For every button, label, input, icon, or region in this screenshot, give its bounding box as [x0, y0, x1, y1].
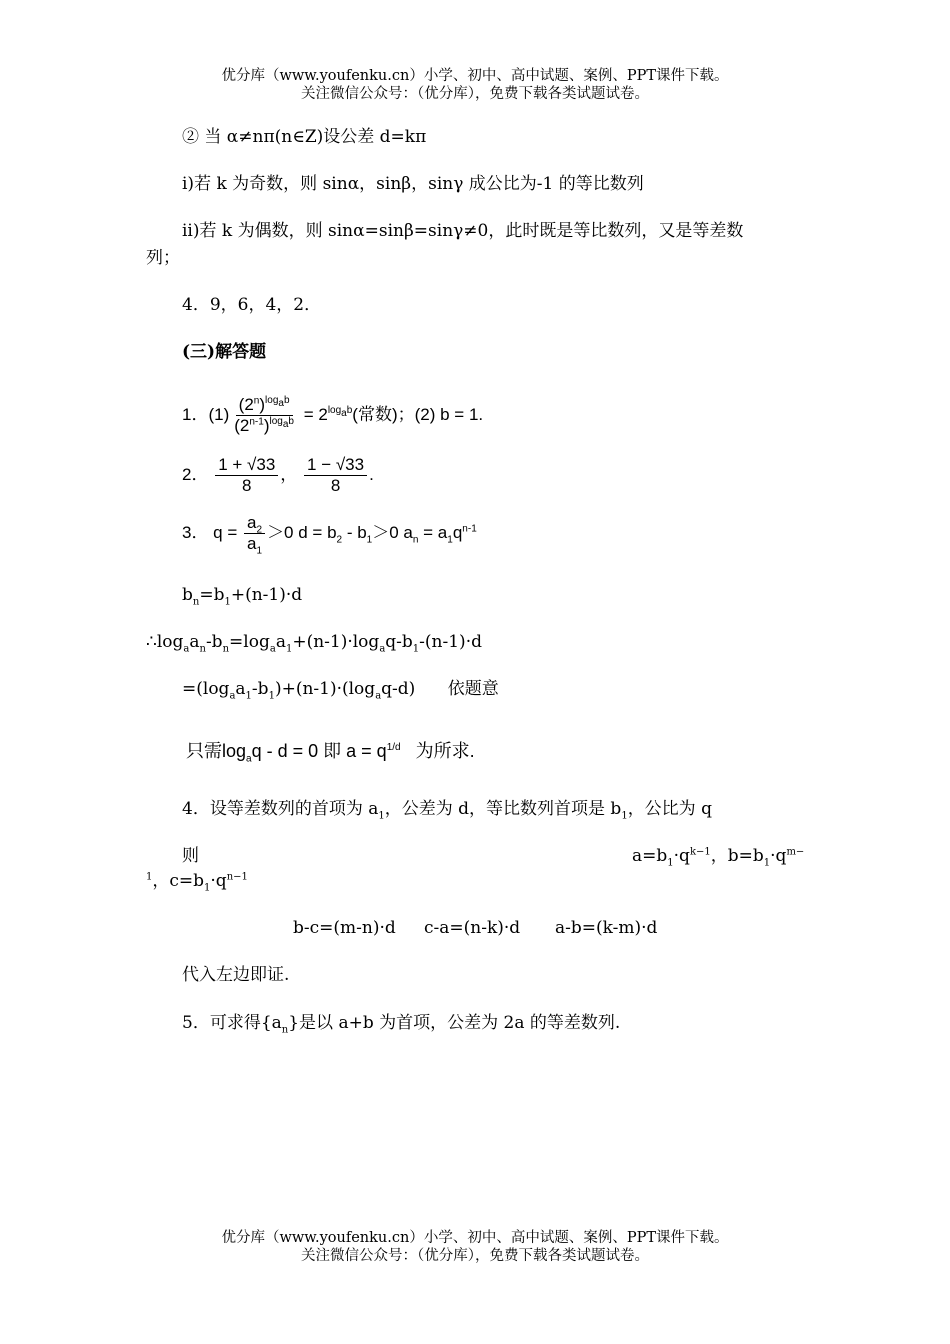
answer-3-fraction: $\frac{a_2}{a_1}$	[244, 513, 265, 554]
case-ii-line-1: ii)若 k 为偶数，则 sinα=sinβ=sinγ≠0，此时既是等比数列，又是等差数	[182, 221, 744, 241]
case-2-line: ② 当 α≠nπ(n∈Z)设公差 d=kπ	[182, 127, 427, 147]
proof-4-line-1: 4．设等差数列的首项为 $a_1$，公差为 d，等比数列首项是 $b_1$，公比为 q	[182, 799, 712, 822]
case-i-line: i)若 k 为奇数，则 sinα，sinβ，sinγ 成公比为-1 的等比数列	[182, 174, 644, 194]
need-line: 只需$\log_aq - d = 0$ 即 $a = q^{1/d}$ 为所求.	[186, 741, 475, 765]
answer-2-fraction-2	[304, 455, 367, 496]
answer-5: 5．可求得$\{a_n\}$是以 a+b 为首项，公差为 2a 的等差数列.	[182, 1013, 621, 1036]
difference-2: c-a=(n-k)·d	[424, 918, 521, 938]
therefore-line: $\therefore\log_aa_n-b_n=\log_aa_1+(n-1)\cdot\log_aq-b_1-(n-1)\cdot d$	[146, 632, 482, 655]
header-line-2: 关注微信公众号：（优分库），免费下载各类试题试卷。	[301, 86, 649, 102]
difference-3: a-b=(k-m)·d	[555, 918, 658, 938]
difference-1: b-c=(m-n)·d	[293, 918, 396, 938]
condition-note: 依题意	[447, 679, 499, 699]
answer-2-fraction-1	[215, 455, 278, 496]
answer-3-prefix: 3． q =	[182, 523, 238, 542]
answer-1-rhs: = 2	[303, 405, 328, 424]
answer-2-denominator-1: 8	[242, 476, 252, 496]
proof-4-end: 代入左边即证.	[182, 965, 290, 985]
bn-formula: $b_n=b_1+(n-1)\cdot d$	[182, 585, 303, 608]
answer-2-end: .	[369, 465, 374, 484]
answer-1-denominator: $(2^{n-1})^{log_ab}$	[234, 416, 294, 436]
answer-1-fraction	[231, 395, 297, 436]
answer-1-note: (常数)；(2) b = 1.	[352, 405, 484, 424]
answer-3: 3． q = $\frac{a_2}{a_1}$ ＞0 $d = b_2 - b_1>0$ $a_n = a_1q^{n-1}$	[182, 513, 477, 557]
answer-2	[182, 452, 374, 498]
answer-2-numerator-2: 1 − √33	[304, 455, 367, 476]
answer-2-denominator-2: 8	[330, 476, 341, 496]
footer-line-2: 关注微信公众号：（优分库），免费下载各类试题试卷。	[301, 1248, 649, 1264]
answer-2-numerator-1: 1 + √33	[215, 455, 278, 476]
proof-4-expressions: $a=b_1\cdot q^{k-1}$，$b=b_1\cdot q^{m-}$	[632, 846, 805, 869]
section-title: (三)解答题	[182, 342, 267, 362]
answer-1-prefix: 1．(1)	[182, 405, 230, 424]
simplified-line: $=(\log_aa_1-b_1)+(n-1)\cdot(\log_aq-d)$ 依题意	[182, 679, 499, 702]
proof-4-then: 则	[182, 846, 199, 866]
proof-4-expressions-cont: $^1$，$c=b_1\cdot q^{n-1}$	[146, 871, 248, 894]
fill-answer-4: 4．9，6，4，2．	[182, 295, 322, 315]
answer-2-separator: ，	[280, 465, 298, 484]
header-line-1: 优分库（www.youfenku.cn）小学、初中、高中试题、案例、PPT课件下载。	[221, 68, 729, 84]
answer-1: 1．(1) $\frac{(2^n)^{log_ab}}{(2^{n-1})^{log_ab}}$ = $2^{log_ab}$(常数)；(2) b = 1.	[182, 395, 484, 436]
answer-2-prefix: 2．	[182, 465, 209, 484]
footer-line-1: 优分库（www.youfenku.cn）小学、初中、高中试题、案例、PPT课件下载。	[221, 1230, 729, 1246]
answer-1-numerator: $(2^n)^{log_ab}$	[236, 395, 293, 416]
case-ii-line-2: 列；	[146, 248, 180, 268]
